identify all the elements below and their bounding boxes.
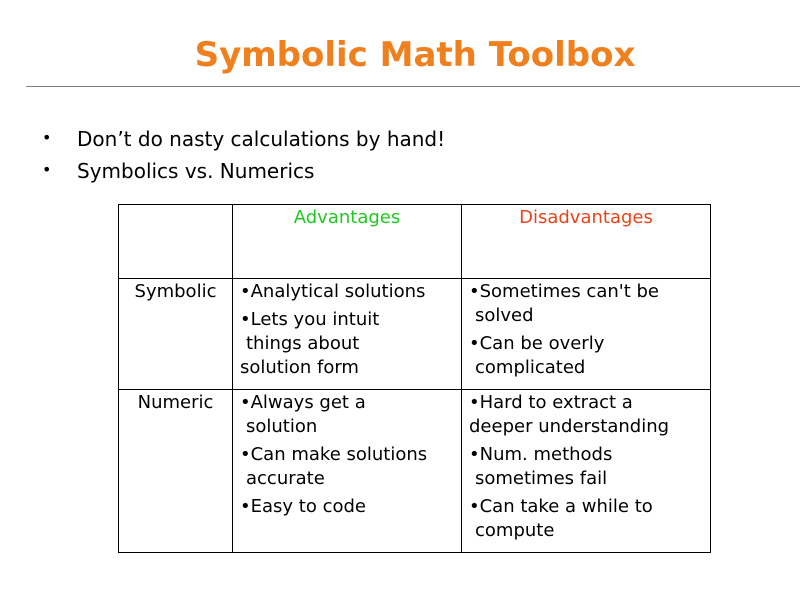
table-corner-cell — [119, 205, 233, 279]
list-item: •Always get a solution — [240, 392, 366, 437]
symbolic-advantages-cell — [233, 279, 462, 390]
bullet-text: Don’t do nasty calculations by hand! — [77, 127, 446, 151]
list-item: •Can be overly complicated — [469, 333, 605, 378]
symbolic-disadvantages-cell — [462, 279, 711, 390]
title-divider — [26, 86, 800, 87]
bullet-item — [40, 155, 445, 187]
row-label-numeric: Numeric — [119, 390, 233, 553]
list-item: •Sometimes can't be solved — [469, 281, 659, 326]
list-item: •Analytical solutions — [240, 281, 426, 302]
header-advantages: Advantages — [233, 205, 462, 279]
comparison-table — [118, 204, 711, 553]
table-row-numeric — [119, 390, 711, 553]
table-header-row — [119, 205, 711, 279]
list-item: •Lets you intuit things about solution form — [240, 309, 380, 378]
header-disadvantages: Disadvantages — [462, 205, 711, 279]
bullet-icon: • — [42, 128, 52, 147]
table-row-symbolic — [119, 279, 711, 390]
list-item: •Hard to extract a deeper understanding — [469, 392, 670, 437]
bullet-list — [40, 123, 445, 187]
list-item: •Easy to code — [240, 496, 366, 517]
list-item: •Can make solutions accurate — [240, 444, 428, 489]
bullet-item — [40, 123, 445, 155]
slide-title: Symbolic Math Toolbox — [194, 35, 636, 75]
numeric-disadvantages-cell — [462, 390, 711, 553]
bullet-text: Symbolics vs. Numerics — [77, 159, 315, 183]
list-item: •Num. methods sometimes fail — [469, 444, 613, 489]
bullet-icon: • — [42, 160, 52, 179]
numeric-advantages-cell — [233, 390, 462, 553]
list-item: •Can take a while to compute — [469, 496, 653, 541]
row-label-symbolic: Symbolic — [119, 279, 233, 390]
